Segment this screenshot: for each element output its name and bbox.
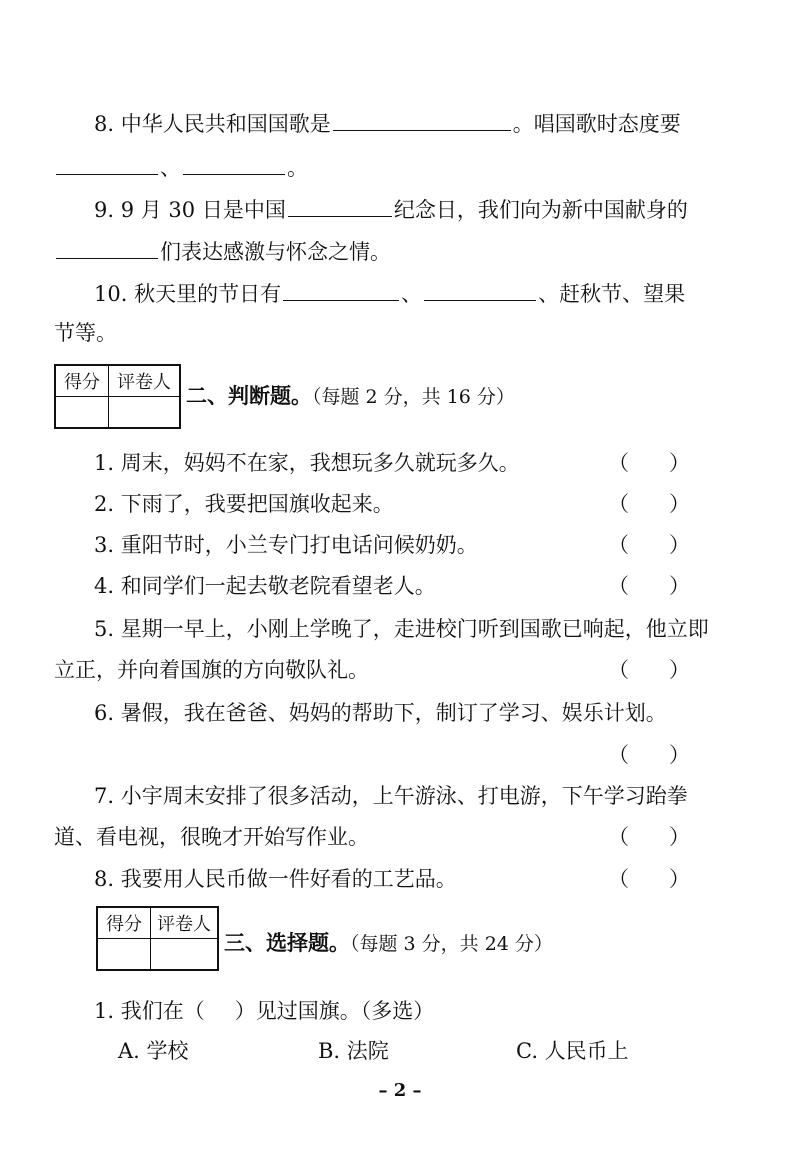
q8-blank-1[interactable]	[333, 108, 511, 131]
q10-blank-2[interactable]	[424, 278, 536, 301]
section-3-heading: 三、选择题。	[224, 931, 350, 955]
judge-answer-2[interactable]: （ ）	[608, 492, 690, 516]
choice-option-b[interactable]: B. 法院	[318, 1039, 389, 1063]
q9-blank-2[interactable]	[56, 236, 158, 259]
section-2-note: （每题 2 分，共 16 分）	[312, 386, 515, 408]
choice-option-a[interactable]: A. 学校	[118, 1039, 189, 1063]
judge-item-3-text: 3. 重阳节时，小兰专门打电话问候奶奶。	[94, 533, 478, 557]
judge-item-5-text: 5. 星期一早上，小刚上学晚了，走进校门听到国歌已响起，他立即	[94, 617, 709, 641]
section-2-heading: 二、判断题。	[186, 384, 312, 408]
q8-blank-2[interactable]	[56, 152, 158, 175]
judge-answer-3[interactable]: （ ）	[608, 533, 690, 557]
judge-item-7	[94, 781, 744, 811]
section-2-title	[186, 381, 515, 412]
choice-option-c[interactable]: C. 人民币上	[516, 1039, 629, 1063]
judge-item-4-text: 4. 和同学们一起去敬老院看望老人。	[94, 574, 436, 598]
q10-text-4: 节等。	[54, 321, 117, 345]
score-box-section-3	[96, 906, 219, 971]
judge-answer-5[interactable]: （ ）	[608, 658, 690, 682]
section-3-title	[224, 928, 553, 959]
judge-item-6-text: 6. 暑假，我在爸爸、妈妈的帮助下，制订了学习、娱乐计划。	[94, 701, 667, 725]
score-cell[interactable]	[56, 397, 109, 428]
choice-q1-text-2: ）见过国旗。（多选）	[234, 999, 435, 1023]
q9-text-3: 们表达感激与怀念之情。	[160, 240, 391, 264]
grader-cell[interactable]	[151, 939, 218, 970]
q8-blank-3[interactable]	[183, 152, 285, 175]
judge-item-6	[94, 698, 744, 728]
question-10	[94, 278, 744, 309]
section-3-note: （每题 3 分，共 24 分）	[350, 933, 553, 955]
score-cell[interactable]	[98, 939, 151, 970]
q8-text-4: 。	[287, 156, 308, 180]
question-10-cont	[54, 318, 744, 348]
q10-text-1: 10. 秋天里的节日有	[94, 282, 282, 306]
q8-text-2: 。唱国歌时态度要	[512, 112, 681, 136]
choice-question-1	[94, 996, 744, 1026]
score-box-section-2	[54, 364, 181, 429]
grader-cell[interactable]	[109, 397, 180, 428]
question-8	[94, 108, 744, 139]
q10-blank-1[interactable]	[283, 278, 399, 301]
judge-item-1-text: 1. 周末，妈妈不在家，我想玩多久就玩多久。	[94, 451, 520, 475]
q10-text-2: 、	[401, 282, 423, 306]
judge-item-2-text: 2. 下雨了，我要把国旗收起来。	[94, 492, 394, 516]
judge-answer-8[interactable]: （ ）	[608, 867, 690, 891]
q8-text-3: 、	[160, 156, 181, 180]
question-9-cont	[54, 236, 744, 267]
score-label: 得分	[56, 366, 109, 397]
score-label: 得分	[98, 908, 151, 939]
question-8-cont	[54, 152, 744, 183]
q10-text-3: 、赶秋节、望果	[538, 282, 686, 306]
choice-q1-text-1: 1. 我们在（	[94, 999, 205, 1023]
judge-item-7-text-2: 道、看电视，很晚才开始写作业。	[54, 825, 369, 849]
grader-label: 评卷人	[109, 366, 180, 397]
q9-text-2: 纪念日，我们向为新中国献身的	[393, 198, 688, 222]
judge-answer-4[interactable]: （ ）	[608, 574, 690, 598]
q9-text-1: 9. 9 月 30 日是中国	[94, 198, 286, 222]
judge-item-7-text: 7. 小宇周末安排了很多活动，上午游泳、打电游，下午学习跆拳	[94, 784, 688, 808]
page-number: – 2 –	[378, 1080, 422, 1101]
question-9	[94, 194, 744, 225]
judge-answer-6[interactable]: （ ）	[608, 743, 690, 767]
judge-item-8-text: 8. 我要用人民币做一件好看的工艺品。	[94, 867, 457, 891]
grader-label: 评卷人	[151, 908, 218, 939]
judge-item-5	[94, 614, 744, 644]
q9-blank-1[interactable]	[288, 194, 392, 217]
judge-answer-1[interactable]: （ ）	[608, 451, 690, 475]
judge-answer-7[interactable]: （ ）	[608, 825, 690, 849]
q8-text-1: 8. 中华人民共和国国歌是	[94, 112, 331, 136]
judge-item-5-text-2: 立正，并向着国旗的方向敬队礼。	[54, 658, 369, 682]
